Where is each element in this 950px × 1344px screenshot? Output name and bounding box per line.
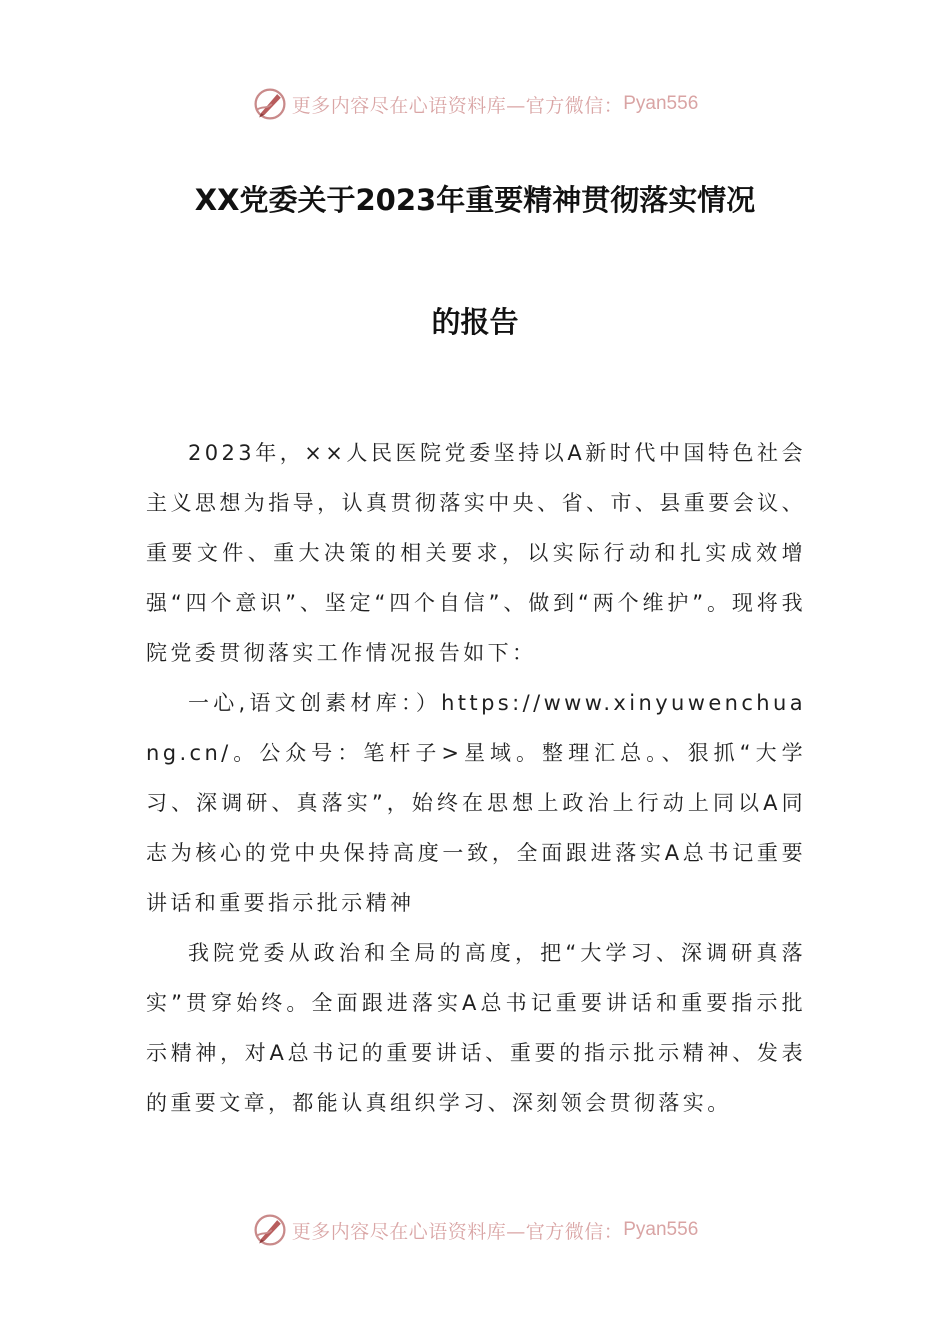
pen-nib-logo-icon: [252, 1212, 288, 1248]
paragraph-2: 一心,语文创素材库：）https://www.xinyuwenchuang.cn/。公众号：笔杆子>星域。整理汇总。、狠抓“大学习、深调研、真落实”，始终在思想上政治上行动上同以A同志为核心的党中央保持高度一致，全面跟进落实A总书记重要讲话和重要指示批示精神: [146, 691, 806, 915]
footer-watermark: [0, 1210, 950, 1250]
paragraph-1: 2023年，××人民医院党委坚持以A新时代中国特色社会主义思想为指导，认真贯彻落实中央、省、市、县重要会议、重要文件、重大决策的相关要求，以实际行动和扎实成效增强“四个意识”、坚定“四个自信”、做到“两个维护”。现将我院党委贯彻落实工作情况报告如下：: [146, 441, 806, 665]
document-title-line-2: 的报告: [431, 305, 519, 339]
watermark-text: 更多内容尽在心语资料库—官方微信：: [291, 94, 624, 117]
pen-nib-logo-icon: [252, 86, 288, 122]
paragraph-3: 我院党委从政治和全局的高度，把“大学习、深调研真落实”贯穿始终。全面跟进落实A总书记重要讲话和重要指示批示精神，对A总书记的重要讲话、重要的指示批示精神、发表的重要文章，都能认真组织学习、深刻领会贯彻落实。: [146, 941, 806, 1115]
watermark-handle: Pyan556: [623, 93, 699, 114]
watermark-text: 更多内容尽在心语资料库—官方微信：: [291, 1220, 624, 1243]
document-body: [146, 428, 806, 1128]
watermark-handle: Pyan556: [623, 1219, 699, 1240]
header-watermark: [0, 84, 950, 124]
document-title-line-1: XX党委关于2023年重要精神贯彻落实情况: [194, 183, 756, 217]
